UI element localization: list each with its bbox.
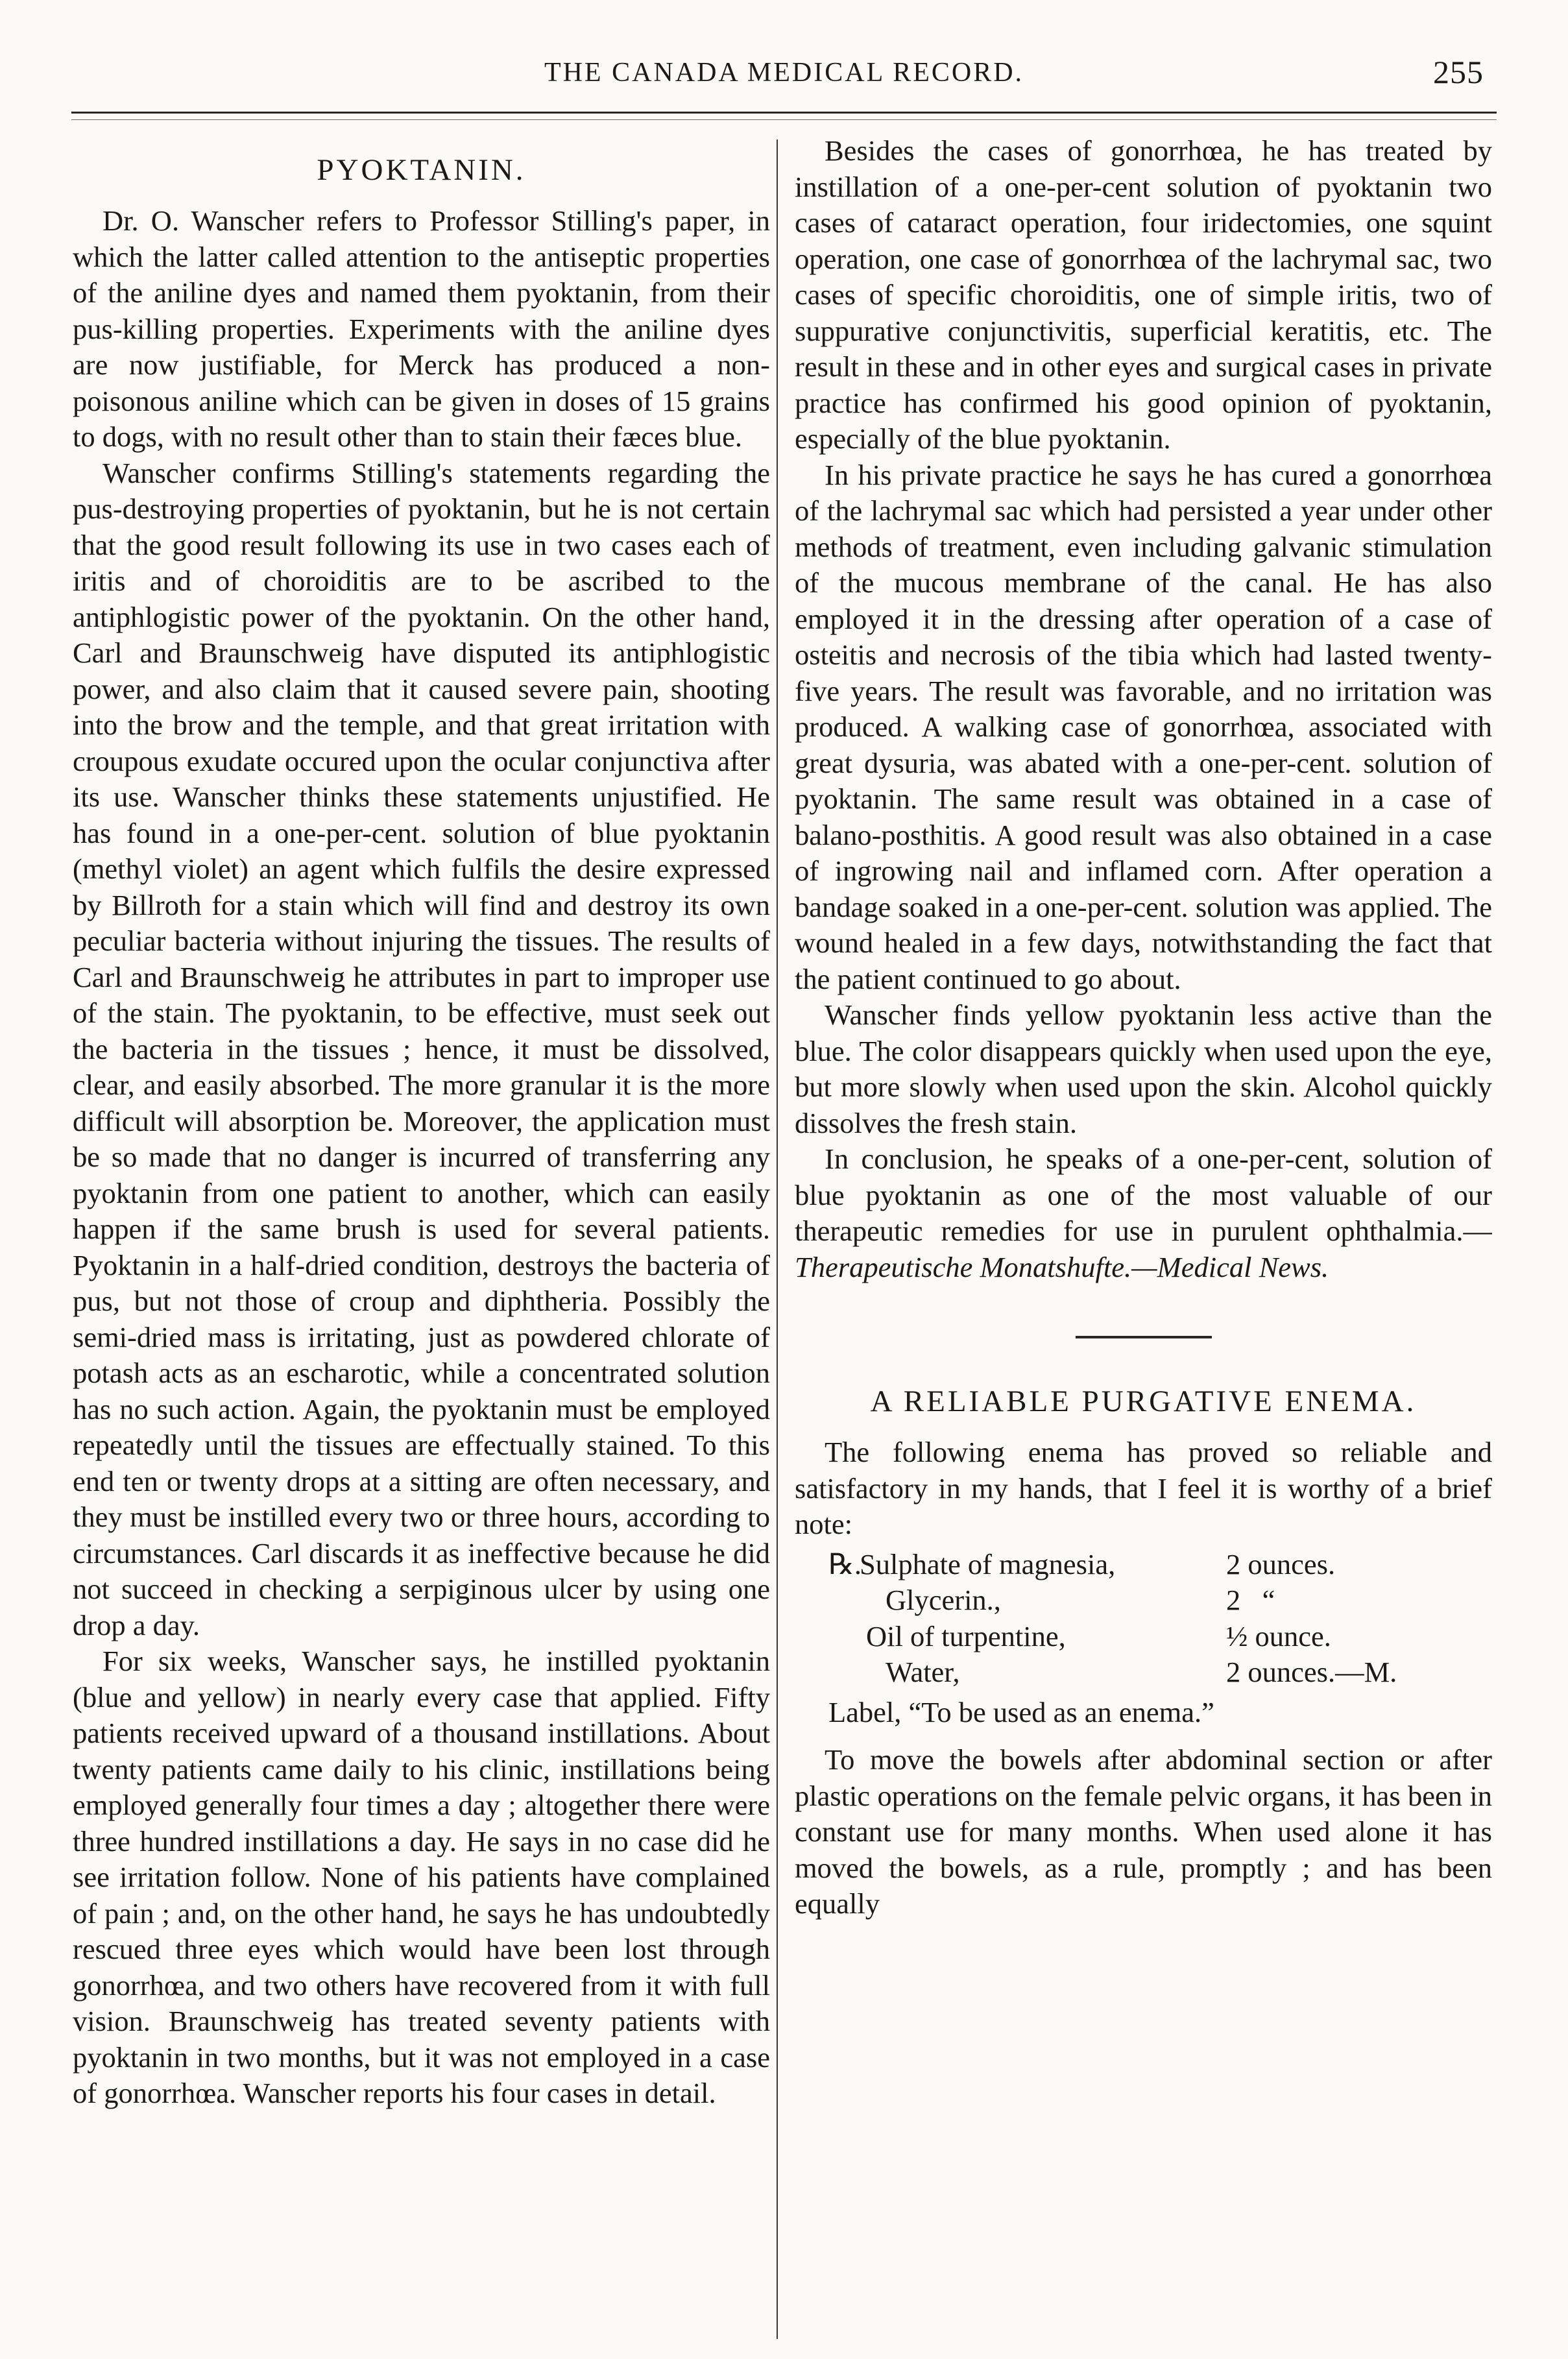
page-header — [71, 51, 1497, 115]
quantity: 2 ounces. — [1226, 1547, 1336, 1580]
quantity: 2 ounces.—M. — [1226, 1656, 1397, 1688]
prescription-row — [795, 1619, 1492, 1655]
ingredient: Glycerin., — [886, 1584, 1001, 1616]
enema-intro: The following enema has proved so reliable and satisfactory in my hands, that I feel it is worthy of a brief note: — [795, 1436, 1492, 1540]
conclusion-paragraph — [795, 1141, 1492, 1285]
article-title-enema: A RELIABLE PURGATIVE ENEMA. — [870, 1385, 1417, 1418]
prescription-row — [795, 1654, 1492, 1691]
paragraph: Wanscher confirms Stilling's statements regarding the pus-destroying properties of pyoktanin, but he is not certain that the good result following its use in two cases each of iritis and of choroiditis are to be ascribed to the antiphlogistic power of the pyoktanin. On the other hand, Carl and Braunschweig have disputed its antiphlogistic power, and also claim that it caused severe pain, shooting into the brow and the temple, and that great irritation with croupous exudate occured upon the ocular conjunctiva after its use. Wanscher thinks these statements unjustified. He has found in a one-per-cent. solution of blue pyoktanin (methyl violet) an agent which fulfils the desire expressed by Billroth for a stain which will find and destroy its own peculiar bacteria without injuring the tissues. The results of Carl and Braunschweig he attributes in part to improper use of the stain. The pyoktanin, to be effective, must seek out the bacteria in the tissues ; hence, it must be dissolved, clear, and easily absorbed. The more granular it is the more difficult will absorption be. Moreover, the application must be so made that no danger is incurred of transferring any pyoktanin from one patient to another, which can easily happen if the same brush is used for several patients. Pyoktanin in a half-dried condition, destroys the bacteria of pus, but not those of croup and diphtheria. Possibly the semi-dried mass is irritating, just as powdered chlorate of potash acts as an escharotic, while a concentrated solution has no such action. Again, the pyoktanin must be employed repeatedly until the tissues are effectually stained. To this end ten or twenty drops at a sitting are often necessary, and they must be instilled every two or three hours, according to circumstances. Carl discards it as ineffective because he did not succeed in checking a serpiginous ulcer by using one drop a day. — [73, 456, 770, 1641]
journal-title: THE CANADA MEDICAL RECORD. — [544, 58, 1024, 88]
prescription-row — [795, 1547, 1492, 1583]
paragraph: In his private practice he says he has cured a gonorrhœa of the lachrymal sac which had persisted a year under other methods of treatment, even including galvanic stimulation of the mucous membrane of the canal. He has also employed it in the dressing after operation of a case of osteitis and necrosis of the tibia which had lasted twenty-five years. The result was favorable, and no irritation was produced. A walking case of gonorrhœa, associated with great dysuria, was abated with a one-per-cent. solution of pyoktanin. The same result was obtained in a case of balano-posthitis. A good result was also obtained in a case of ingrowing nail and inflamed corn. After operation a bandage soaked in a one-per-cent. solution was applied. The wound healed in a few days, notwithstanding the fact that the patient continued to go about. — [795, 458, 1492, 995]
paragraph: For six weeks, Wanscher says, he instilled pyoktanin (blue and yellow) in nearly every case that applied. Fifty patients received upward of a thousand instillations. About twenty patients came daily to his clinic, instillations being employed generally four times a day ; altogether there were three hundred instillations a day. He says in no case did he see irritation follow. None of his patients have complained of pain ; and, on the other hand, he says he has undoubtedly rescued three eyes which would have been lost through gonorrhœa, and two others have recovered from it with full vision. Braunschweig has treated seventy patients with pyoktanin in two months, but it was not employed in a case of gonorrhœa. Wanscher reports his four cases in detail. — [73, 1645, 770, 2109]
prescription-label: Label, “To be used as an enema.” — [828, 1695, 1214, 1728]
prescription-row — [795, 1582, 1492, 1619]
prescription — [795, 1547, 1492, 1691]
conclusion-text: In conclusion, he speaks of a one-per-cent, solution of blue pyoktanin as one of the most valuable of our therapeutic remedies for use in purulent ophthalmia.— — [795, 1143, 1492, 1247]
quantity: 2 “ — [1226, 1584, 1275, 1616]
quantity: ½ ounce. — [1226, 1619, 1331, 1652]
page-number: 255 — [1433, 54, 1484, 90]
ingredient: Water, — [886, 1656, 960, 1688]
ingredient: Oil of turpentine, — [866, 1619, 1066, 1652]
article-title-pyoktanin: PYOKTANIN. — [317, 153, 526, 187]
enema-body: To move the bowels after abdominal section or after plastic operations on the female pelvic organs, it has been in constant use for many months. When used alone it has moved the bowels, as a rule, promptly ; and has been equally — [795, 1743, 1492, 1920]
ingredient: Sulphate of magnesia, — [860, 1547, 1116, 1580]
header-rule-thin — [71, 119, 1497, 120]
paragraph: Besides the cases of gonorrhœa, he has treated by instillation of a one-per-cent solution of pyoktanin two cases of cataract operation, four iridectomies, one squint operation, one case of gonorrhœa of the lachrymal sac, two cases of specific choroiditis, one of simple iritis, two of suppurative conjunctivitis, superficial keratitis, etc. The result in these and in other eyes and surgical cases in private practice has confirmed his good opinion of pyoktanin, especially of the blue pyoktanin. — [795, 134, 1492, 455]
section-separator — [1076, 1336, 1212, 1338]
right-column — [795, 133, 1492, 2339]
paragraph: Dr. O. Wanscher refers to Professor Stilling's paper, in which the latter called attention to the antiseptic properties of the aniline dyes and named them pyoktanin, from their pus-killing properties. Experiments with the aniline dyes are now justifiable, for Merck has produced a non-poisonous aniline which can be given in doses of 15 grains to dogs, with no result other than to stain their fæces blue. — [73, 204, 770, 453]
header-rule — [71, 112, 1497, 114]
paragraph: Wanscher finds yellow pyoktanin less active than the blue. The color disappears quickly when used upon the eye, but more slowly when used upon the skin. Alcohol quickly dissolves the fresh stain. — [795, 998, 1492, 1139]
source-citation: Therapeutische Monatshufte.—Medical News. — [795, 1250, 1329, 1283]
recipe-symbol: ℞. — [828, 1547, 862, 1580]
left-column — [73, 133, 770, 2339]
column-divider — [777, 139, 778, 2339]
